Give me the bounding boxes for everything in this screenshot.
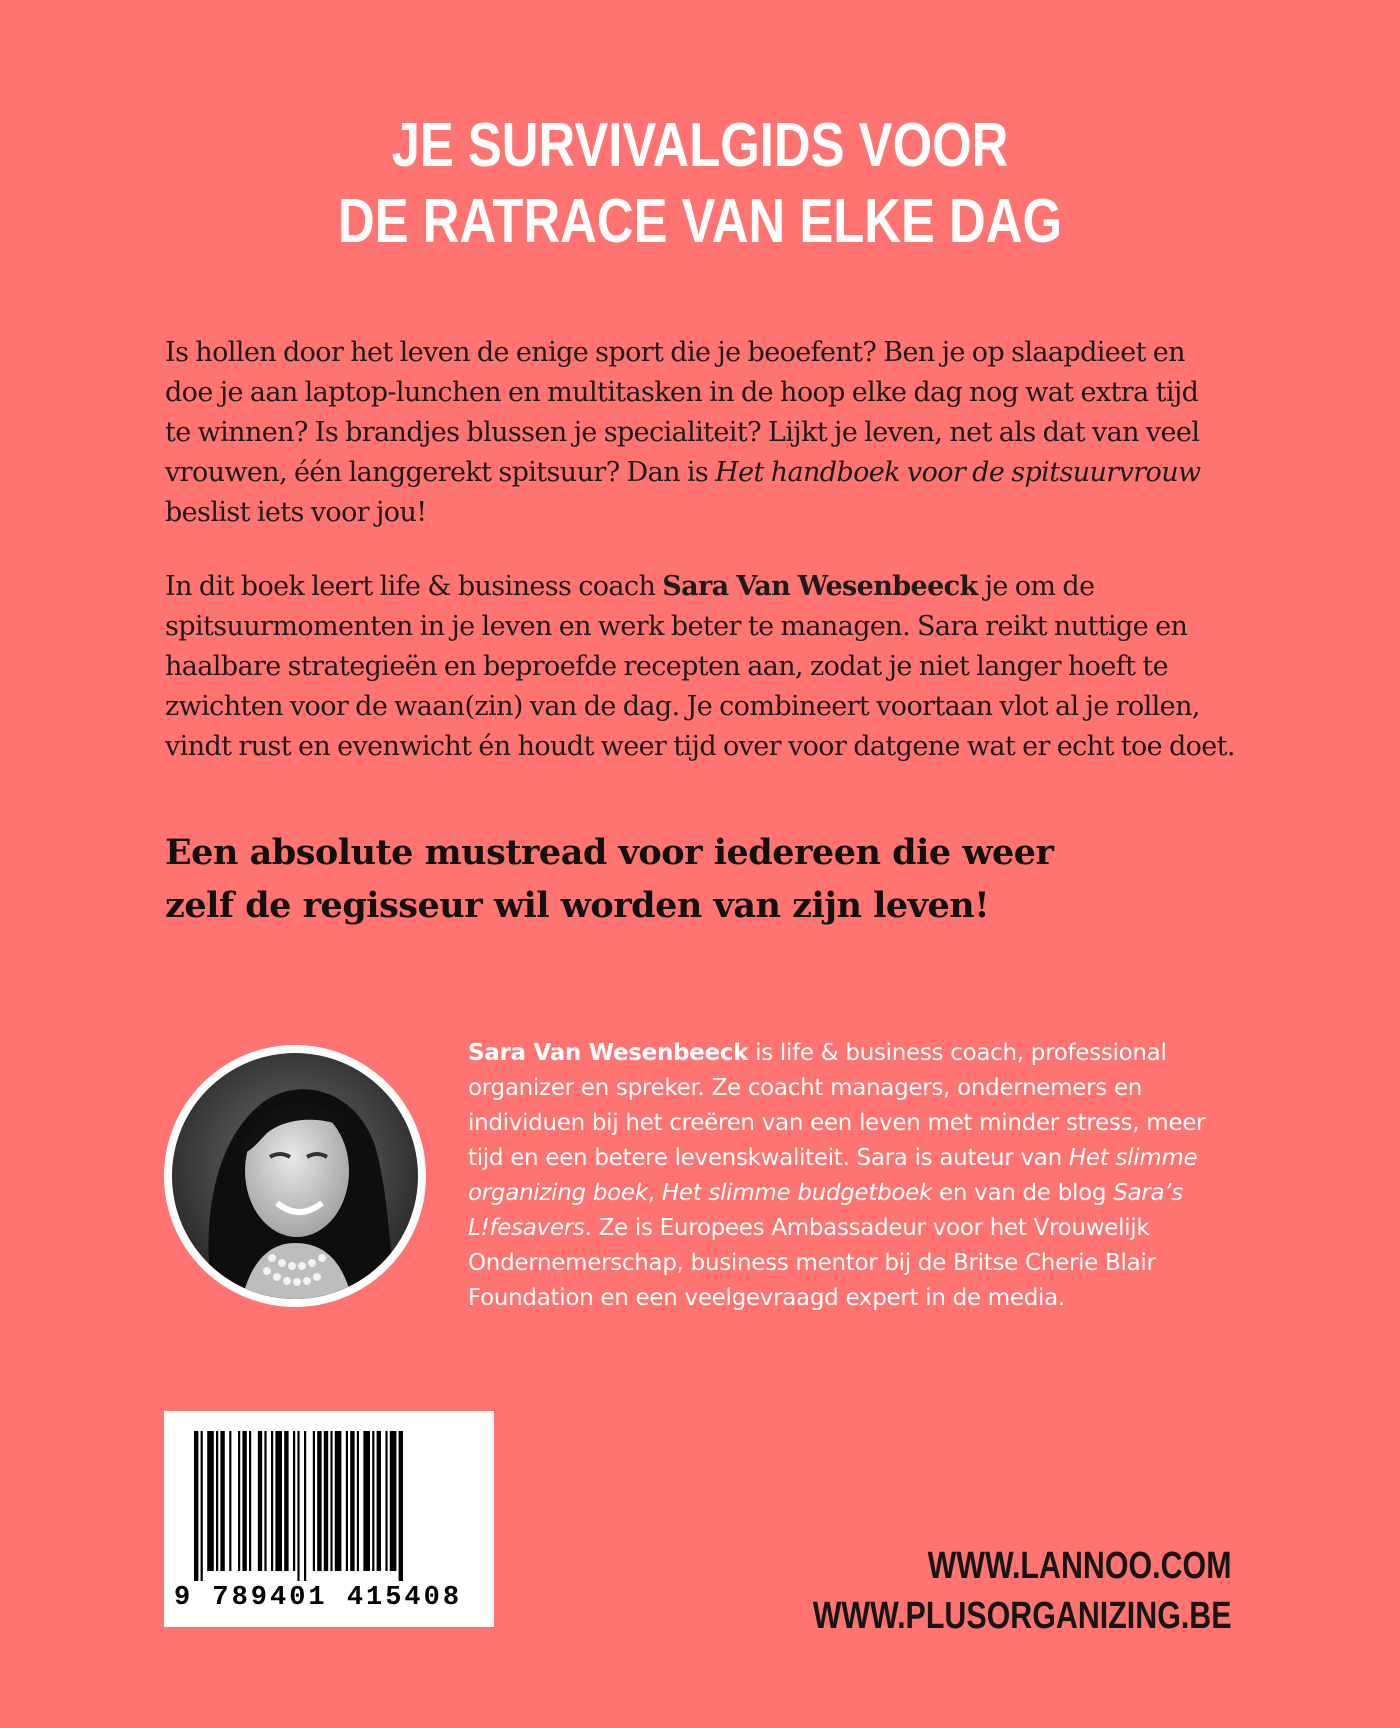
barcode-bar: [284, 1431, 288, 1571]
bio-line-3: individuen bij het creëren van een leven met minder stress, meer: [468, 1110, 1206, 1136]
bio-line-7: Ondernemerschap, business mentor bij de Britse Cherie Blair: [468, 1250, 1156, 1276]
tagline: [165, 826, 1053, 932]
bio-line-5-text: en van de blog: [932, 1180, 1114, 1206]
intro-p2-line-3: haalbare strategieën en beproefde recepten aan, zodat je niet langer hoeft te: [165, 651, 1168, 682]
intro-p1-line-4-text: vrouwen, één langgerekt spitsuur? Dan is: [165, 457, 716, 488]
barcode-bar: [275, 1431, 282, 1571]
bio-line-5: [468, 1176, 1228, 1211]
bio-book-1-part-1: Het slimme: [1068, 1145, 1198, 1171]
url-plusorganizing: WWW.PLUSORGANIZING.BE: [813, 1595, 1232, 1637]
intro-author-name: Sara Van Wesenbeeck: [662, 571, 978, 602]
isbn-barcode: [164, 1411, 494, 1627]
barcode-bar: [242, 1431, 246, 1571]
barcode-bar: [372, 1431, 374, 1571]
tagline-line-2: zelf de regisseur wil worden van zijn leven!: [165, 885, 990, 926]
barcode-bar: [399, 1431, 403, 1581]
barcode-bar: [229, 1431, 231, 1571]
headline: [126, 108, 1274, 260]
url-lannoo: WWW.LANNOO.COM: [928, 1545, 1232, 1587]
intro-paragraph-1: [165, 333, 1245, 533]
barcode-bar: [346, 1431, 348, 1571]
barcode-bar: [271, 1431, 273, 1571]
author-photo-image: [172, 1053, 418, 1299]
barcode-bar: [258, 1431, 262, 1571]
intro-p2-line-1: [165, 567, 1245, 607]
barcode-bar: [304, 1431, 306, 1581]
barcode-bar: [357, 1431, 359, 1571]
barcode-bar: [293, 1431, 295, 1571]
barcode-digits: 9 789401 415408: [174, 1583, 463, 1613]
bio-book-1-part-2: organizing boek: [468, 1180, 648, 1206]
bio-line-4-text: tijd en een betere levenskwaliteit. Sara is auteur van: [468, 1145, 1069, 1171]
intro-p2-line-2: spitsuurmomenten in je leven en werk beter te managen. Sara reikt nuttige en: [165, 611, 1188, 642]
barcode-bar: [207, 1431, 214, 1571]
bio-line-2: organizer en spreker. Ze coacht managers, ondernemers en: [468, 1075, 1143, 1101]
website-urls: [813, 1541, 1232, 1641]
barcode-bar: [317, 1431, 321, 1571]
intro-p1-line-2: doe je aan laptop-lunchen en multitasken in de hoop elke dag nog wat extra tijd: [165, 377, 1199, 408]
bio-line-6-text: . Ze is Europees Ambassadeur voor het Vrouwelijk: [584, 1215, 1150, 1241]
barcode-bar: [377, 1431, 381, 1571]
bio-blog-part-1: Sara’s: [1113, 1180, 1183, 1206]
barcode-bar: [194, 1431, 198, 1581]
bio-author-name: Sara Van Wesenbeeck: [468, 1040, 749, 1066]
intro-p2-line-1-post: je om de: [977, 571, 1095, 602]
barcode-bar: [238, 1431, 240, 1571]
barcode-bar: [313, 1431, 315, 1571]
bio-blog-part-2: L!fesavers: [468, 1215, 585, 1241]
intro-paragraph-2: [165, 567, 1245, 767]
barcode-bar: [350, 1431, 354, 1571]
tagline-line-1: Een absolute mustread voor iedereen die weer: [165, 832, 1054, 873]
bio-line-4: [468, 1141, 1228, 1176]
barcode-bar: [335, 1431, 342, 1571]
intro-p1-line-3: te winnen? Is brandjes blussen je specialiteit? Lijkt je leven, net als dat van veel: [165, 417, 1200, 448]
book-title: Het handboek voor de spitsuurvrouw: [715, 457, 1201, 488]
headline-line-1: JE SURVIVALGIDS VOOR: [391, 111, 1009, 180]
bio-line-1: [468, 1036, 1228, 1071]
bio-book-2: Het slimme budgetboek: [661, 1180, 933, 1206]
barcode-bar: [390, 1431, 397, 1571]
bio-line-1-text: is life & business coach, professional: [748, 1040, 1167, 1066]
author-bio: [468, 1036, 1228, 1316]
barcode-bar: [330, 1431, 332, 1571]
author-portrait: [164, 1045, 426, 1307]
barcode-bar: [363, 1431, 370, 1571]
intro-p2-line-5: vindt rust en evenwicht én houdt weer tijd over voor datgene wat er echt toe doet.: [165, 731, 1235, 762]
barcode-bar: [216, 1431, 218, 1571]
bio-line-6: [468, 1211, 1228, 1246]
barcode-bar: [264, 1431, 266, 1571]
barcode-bar: [324, 1431, 328, 1571]
intro-p2-line-4: zwichten voor de waan(zin) van de dag. Je combineert voortaan vlot al je rollen,: [165, 691, 1200, 722]
bio-line-8: Foundation en een veelgevraagd expert in de media.: [468, 1285, 1065, 1311]
intro-p1-line-4: [165, 453, 1245, 493]
bio-separator: ,: [647, 1180, 662, 1206]
barcode-bar: [385, 1431, 387, 1571]
headline-line-2: DE RATRACE VAN ELKE DAG: [337, 187, 1063, 256]
barcode-bar: [249, 1431, 251, 1571]
intro-p2-line-1-pre: In dit boek leert life & business coach: [165, 571, 663, 602]
barcode-bar: [220, 1431, 224, 1571]
barcode-bar: [297, 1431, 299, 1581]
intro-p1-line-1: Is hollen door het leven de enige sport die je beoefent? Ben je op slaapdieet en: [165, 337, 1185, 368]
barcode-bar: [201, 1431, 203, 1581]
intro-p1-line-5: beslist iets voor jou!: [165, 497, 427, 528]
